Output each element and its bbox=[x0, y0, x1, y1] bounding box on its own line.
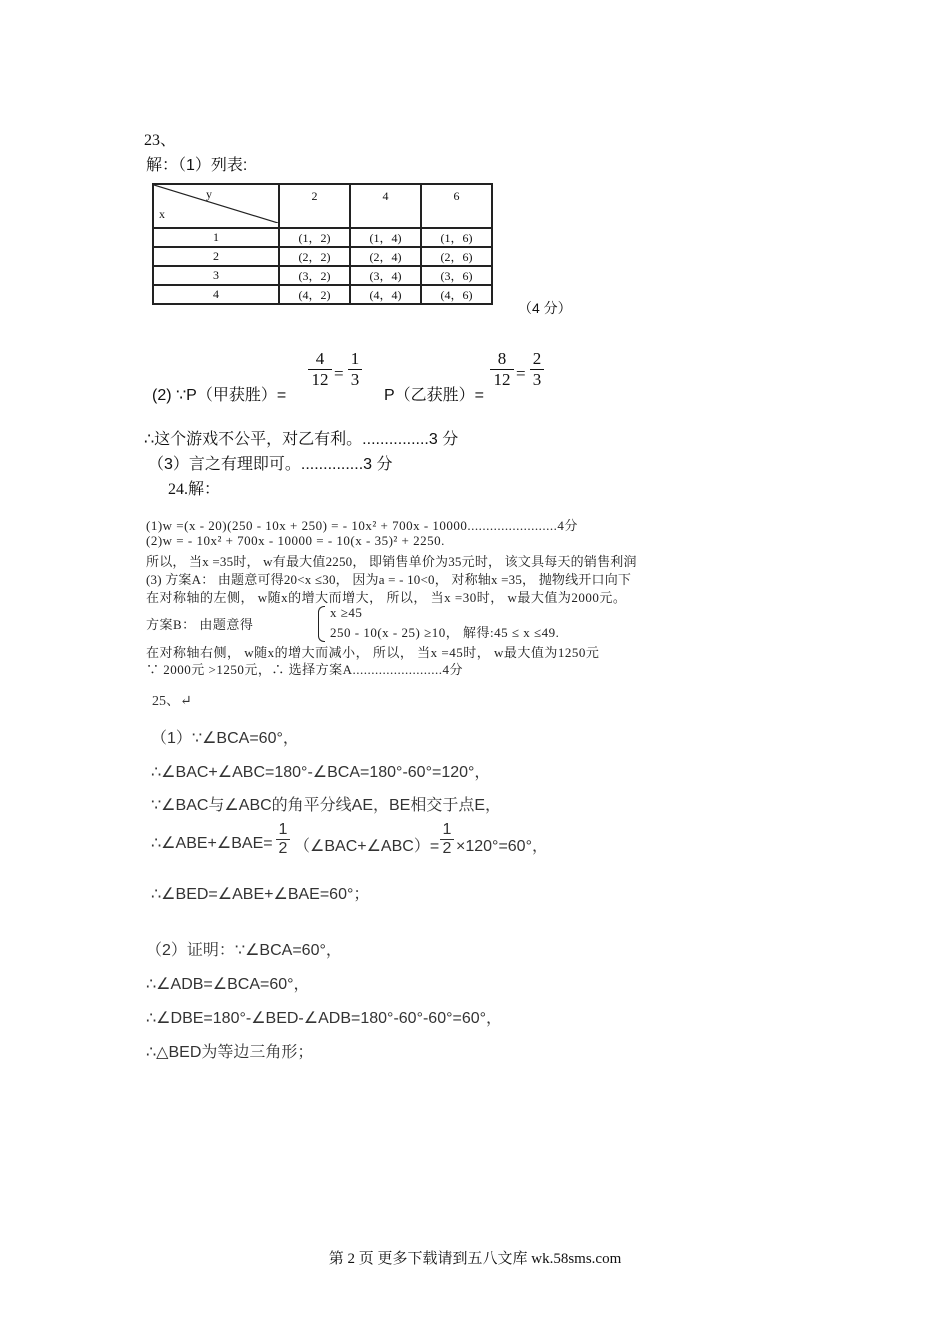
frac-den: 12 bbox=[311, 370, 329, 389]
corner-x-label: x bbox=[159, 207, 165, 221]
q25-line: ∴∠ADB=∠BCA=60°， bbox=[146, 976, 310, 993]
table-row-label: 2 bbox=[153, 247, 279, 266]
table-cell: (2，2) bbox=[279, 247, 350, 266]
q24-line: (3) 方案A： 由题意可得20<x ≤30， 因为a = - 10<0， 对称轴x =35， 抛物线开口向下 bbox=[146, 572, 632, 587]
q23-score1: （4 分） bbox=[518, 300, 572, 316]
q23-intro: 解：（1）列表: bbox=[146, 157, 248, 174]
q23-conclusion: ∴这个游戏不公平，对乙有利。...............3 分 bbox=[144, 431, 459, 448]
fraction-2-3 bbox=[530, 350, 544, 389]
fraction-1-3 bbox=[348, 350, 362, 389]
frac-den: 2 bbox=[278, 840, 288, 857]
q24-line: 所以， 当x =35时， w有最大值2250， 即销售单价为35元时， 该文具每天的销售利润 bbox=[146, 554, 637, 569]
table-cell: (4，4) bbox=[350, 285, 421, 304]
q23-part3: （3）言之有理即可。..............3 分 bbox=[148, 456, 393, 473]
frac-num: 2 bbox=[532, 349, 542, 368]
q25-line: （2）证明：∵∠BCA=60°， bbox=[146, 942, 342, 959]
frac-num: 8 bbox=[497, 349, 507, 368]
equals-sign: = bbox=[516, 364, 526, 383]
q23-p-jia-label: (2) ∵P（甲获胜）= bbox=[152, 387, 287, 404]
frac-num: 1 bbox=[278, 821, 288, 838]
table-row bbox=[153, 285, 492, 304]
q25-line: ∴△BED为等边三角形； bbox=[146, 1044, 314, 1061]
q25-line-part: ∴∠ABE+∠BAE= bbox=[151, 835, 273, 852]
table-cell: (3，2) bbox=[279, 266, 350, 285]
q25-line: （1）∵∠BCA=60°， bbox=[151, 730, 299, 747]
q23-p-yi-label: P（乙获胜）= bbox=[384, 387, 485, 404]
q24-system-line2: 250 - 10(x - 25) ≥10， 解得:45 ≤ x ≤49. bbox=[330, 625, 560, 640]
outcome-table bbox=[152, 183, 493, 305]
fraction-4-12 bbox=[308, 350, 332, 389]
table-row-label: 3 bbox=[153, 266, 279, 285]
equals-sign: = bbox=[334, 364, 344, 383]
fraction-8-12 bbox=[490, 350, 514, 389]
table-cell: (3，4) bbox=[350, 266, 421, 285]
q23-title: 23、 bbox=[144, 132, 177, 149]
table-header-cell: 4 bbox=[350, 184, 421, 228]
table-row bbox=[153, 247, 492, 266]
frac-den: 3 bbox=[532, 370, 542, 389]
table-row-label: 1 bbox=[153, 228, 279, 247]
q25-line-part: ×120°=60°， bbox=[456, 838, 548, 855]
table-cell: (1，4) bbox=[350, 228, 421, 247]
table-header-row bbox=[153, 184, 492, 228]
table-cell: (2，4) bbox=[350, 247, 421, 266]
table-cell: (3，6) bbox=[421, 266, 492, 285]
q25-line: ∵∠BAC与∠ABC的角平分线AE，BE相交于点E， bbox=[151, 797, 502, 814]
q25-line: ∴∠BAC+∠ABC=180°-∠BCA=180°-60°=120°， bbox=[151, 764, 491, 781]
q24-line: (2)w = - 10x² + 700x - 10000 = - 10(x - 35)² + 2250. bbox=[146, 533, 445, 548]
fraction-half bbox=[440, 822, 454, 857]
table-row bbox=[153, 228, 492, 247]
q25-line: ∴∠BED=∠ABE+∠BAE=60°； bbox=[151, 886, 370, 903]
q24-line: 在对称轴的左侧， w随x的增大而增大， 所以， 当x =30时， w最大值为2000元。 bbox=[146, 590, 627, 605]
frac-den: 2 bbox=[442, 840, 452, 857]
table-row-label: 4 bbox=[153, 285, 279, 304]
frac-den: 12 bbox=[493, 370, 511, 389]
q24-planB-label: 方案B： 由题意得 bbox=[146, 617, 254, 632]
table-header-cell: 6 bbox=[421, 184, 492, 228]
q25-line-part: （∠BAC+∠ABC）= bbox=[294, 838, 440, 855]
frac-den: 3 bbox=[350, 370, 360, 389]
corner-y-label: y bbox=[206, 187, 212, 201]
table-cell: (4，2) bbox=[279, 285, 350, 304]
q25-line: ∴∠DBE=180°-∠BED-∠ADB=180°-60°-60°=60°， bbox=[146, 1010, 503, 1027]
table-cell: (2，6) bbox=[421, 247, 492, 266]
fraction-half bbox=[276, 822, 290, 857]
q24-title: 24.解： bbox=[168, 481, 221, 498]
table-row bbox=[153, 266, 492, 285]
q24-line: ∵ 2000元 >1250元，∴ 选择方案A........................4分 bbox=[146, 662, 463, 677]
table-cell: (1，2) bbox=[279, 228, 350, 247]
table-header-cell: 2 bbox=[279, 184, 350, 228]
q24-line: (1)w =(x - 20)(250 - 10x + 250) = - 10x² + 700x - 10000........................4分 bbox=[146, 518, 578, 533]
table-corner-cell bbox=[153, 184, 279, 228]
page-footer: 第 2 页 更多下载请到五八文库 wk.58sms.com bbox=[328, 1251, 622, 1267]
q24-system-line1: x ≥45 bbox=[330, 605, 363, 620]
frac-num: 1 bbox=[442, 821, 452, 838]
diagonal-line bbox=[154, 185, 278, 223]
frac-num: 1 bbox=[350, 349, 360, 368]
table-cell: (4，6) bbox=[421, 285, 492, 304]
frac-num: 4 bbox=[315, 349, 325, 368]
q24-line: 在对称轴右侧， w随x的增大而减小， 所以， 当x =45时， w最大值为1250元 bbox=[146, 645, 600, 660]
q25-title: 25、↵ bbox=[152, 694, 192, 709]
table-cell: (1，6) bbox=[421, 228, 492, 247]
system-brace bbox=[318, 606, 325, 642]
